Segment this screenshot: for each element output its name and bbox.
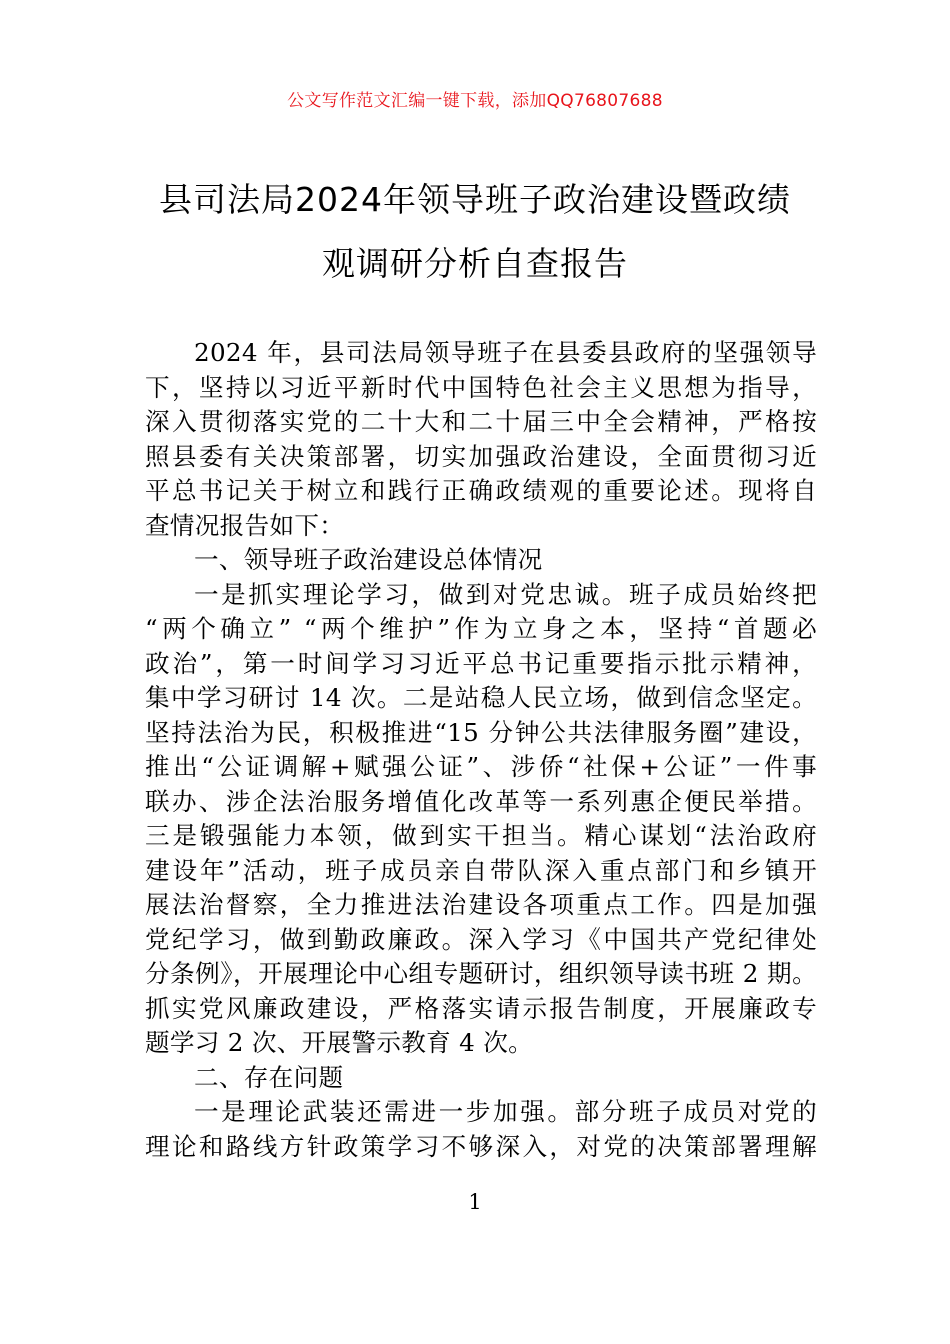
body-line: 查情况报告如下： <box>145 510 345 540</box>
body-line: 党纪学习，做到勤政廉政。深入学习《中国共产党纪律处 <box>145 924 817 954</box>
body-line: 照县委有关决策部署，切实加强政治建设，全面贯彻习近 <box>145 441 817 471</box>
body-line: 联办、涉企法治服务增值化改革等一系列惠企便民举措。 <box>145 786 817 816</box>
body-line: 2024 年，县司法局领导班子在县委县政府的坚强领导 <box>194 338 817 367</box>
page-number: 1 <box>468 1190 482 1214</box>
body-line: 抓实党风廉政建设，严格落实请示报告制度，开展廉政专 <box>145 993 817 1023</box>
body-line: 深入贯彻落实党的二十大和二十届三中全会精神，严格按 <box>145 407 817 436</box>
body-line: 推出“公证调解+赋强公证”、涉侨“社保+公证”一件事 <box>145 752 817 781</box>
title-line-2: 观调研分析自查报告 <box>322 244 628 283</box>
title-line-1: 县司法局2024年领导班子政治建设暨政绩 <box>159 180 791 219</box>
document-title <box>100 168 850 296</box>
body-line: 理论和路线方针政策学习不够深入，对党的决策部署理解 <box>145 1131 817 1161</box>
body-line: 分条例》，开展理论中心组专题研讨，组织领导读书班 2 期。 <box>145 959 817 988</box>
promo-banner[interactable]: 公文写作范文汇编一键下载，添加QQ76807688 <box>287 91 663 111</box>
body-line: 平总书记关于树立和践行正确政绩观的重要论述。现将自 <box>145 476 817 505</box>
body-line: 下，坚持以习近平新时代中国特色社会主义思想为指导， <box>145 372 817 402</box>
body-line: 坚持法治为民，积极推进“15 分钟公共法律服务圈”建设， <box>145 717 817 747</box>
body-line: 二、存在问题 <box>194 1062 344 1092</box>
document-body <box>145 336 817 1164</box>
body-line: 一是抓实理论学习，做到对党忠诚。班子成员始终把 <box>194 579 817 609</box>
body-line: 集中学习研讨 14 次。二是站稳人民立场，做到信念坚定。 <box>145 683 817 712</box>
body-line: 题学习 2 次、开展警示教育 4 次。 <box>145 1028 533 1057</box>
body-line: 一是理论武装还需进一步加强。部分班子成员对党的 <box>194 1097 817 1126</box>
body-line: 展法治督察，全力推进法治建设各项重点工作。四是加强 <box>145 890 817 919</box>
body-line: 三是锻强能力本领，做到实干担当。精心谋划“法治政府 <box>145 821 817 850</box>
body-line: 一、领导班子政治建设总体情况 <box>194 545 543 574</box>
body-line: 建设年”活动，班子成员亲自带队深入重点部门和乡镇开 <box>145 855 817 885</box>
body-line: 政治”，第一时间学习习近平总书记重要指示批示精神， <box>145 648 817 678</box>
body-line: “两个确立” “两个维护”作为立身之本，坚持“首题必 <box>145 614 817 643</box>
